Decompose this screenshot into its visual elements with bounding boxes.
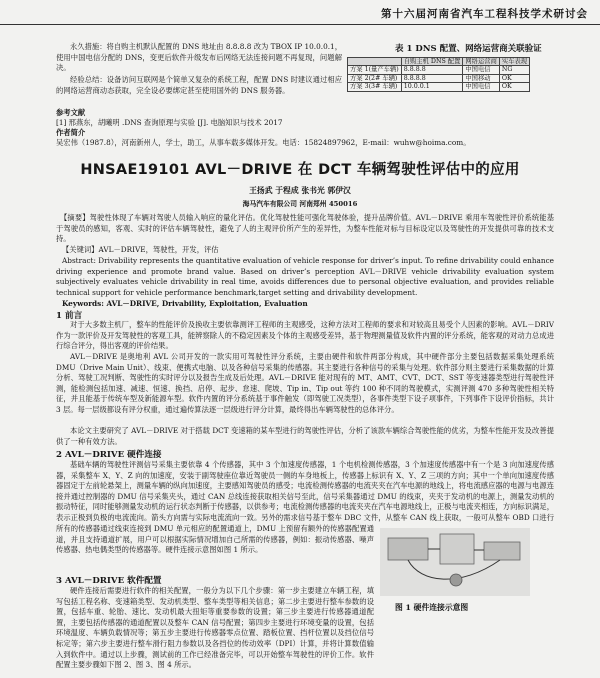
reference-item: [1] 邢燕东，胡曦明 .DNS 查询原理与实验 [J]. 电脑知识与技术 2017 <box>56 118 283 127</box>
hardware-connection-figure <box>380 528 530 596</box>
table-cell: 中国移动 <box>463 74 499 82</box>
table-cell: 方案 2(2# 车辆) <box>348 74 402 82</box>
table-cell: 8.8.8.8 <box>401 66 463 74</box>
section-heading-2: 2 AVL－DRIVE 硬件连接 <box>56 450 162 460</box>
figure-sensor <box>484 542 520 560</box>
table-cell: 方案 3(3# 车辆) <box>348 83 402 91</box>
figure-unit <box>388 538 428 560</box>
section1-paragraph: AVL－DRIVE 是奥地利 AVL 公司开发的一款实用可驾驶性评分系统，主要由硬件和软件两部分构成，其中硬件部分主要包括数据采集处理系统 DMU（Drive Main Unit）、线束、便携式电脑、以及各种信号采集的传感器。其主要进行各种信号的采集与处理。软件部分则主要进行采集数据的计算分析、驾驶工况判断、驾驶性的实时评分以及报告生成及后处理。AVL－DRIVE 能对现有的 MT、AMT、CVT、DCT、SST 等变速器类型进行驾驶性评测，能检测包括加速、减速、恒速、换挡、启停、起步、怠速、爬坡、Tip in、Tip out 等约 100 种不同的驾驶模式，实测评测 470 多种驾驶性相关特征，并且能基于传统车型及新能源车型。软件内置的评分系统基于事件触发（即驾驶工况类型），各事件类型下设子项事件，下列事件下设评价指标，共计 3 层。每一层级都设有评分权重，通过遍传算法逐一层级进行评分计算，最终得出车辆驾驶性的总体评分。 <box>56 352 554 414</box>
author-bio-heading: 作者简介 <box>56 128 86 137</box>
table-header-cell: 自购主机 DNS 配置 <box>401 58 463 66</box>
figure-illustration <box>380 528 530 596</box>
table-cell: OK <box>499 74 529 82</box>
table-title: 表 1 DNS 配置、网络运营商关联验证 <box>395 44 542 54</box>
author-bio: 吴宏伟（1987.8），河南新州人，学士，助工，从事车载多媒体开发。电话：15824897962，E-mail：wuhw@hoima.com。 <box>56 138 471 147</box>
references-heading: 参考文献 <box>56 108 86 117</box>
table-row <box>348 66 530 74</box>
table-header-cell: 实车表现 <box>499 58 529 66</box>
paper-title: HNSAE19101 AVL－DRIVE 在 DCT 车辆驾驶性评估中的应用 <box>80 162 520 178</box>
keywords-cn: 【关键词】AVL－DRIVE，驾驶性，开发，评估 <box>62 245 219 254</box>
table-cell: NG <box>499 66 529 74</box>
section-heading-1: 1 前言 <box>56 311 83 321</box>
table-cell: 中国电信 <box>463 83 499 91</box>
figure-laptop <box>440 534 474 564</box>
journal-header: 第十六届河南省汽车工程科技学术研讨会 <box>381 8 588 20</box>
dns-table <box>347 57 530 92</box>
table-header-cell: 网络运营商 <box>463 58 499 66</box>
table-cell: 中国电信 <box>463 66 499 74</box>
table-cell: 方案 1(量产车辆) <box>348 66 402 74</box>
section-heading-3: 3 AVL－DRIVE 软件配置 <box>56 576 162 586</box>
section3-paragraph: 硬件连接后需要进行软件的相关配置，一般分为以下几个步骤：第一步主要建立车辆工程，填写包括工程名称、变速箱类型、发动机类型、整车类型等相关信息；第二步主要进行整车参数的设置，包括车重、轮胎、速比、发动机最大扭矩等重要参数的设置；第三步主要进行传感器通道配置，主要包括传感器的通道配置以及整车 CAN 信号配置；第四步主要进行环境变量的设置，包括环境温度、车辆负载情况等；第五步主要进行传感器零点位置、踏板位置、挡杆位置以及挡位信号标定等；第六步主要进行整车滑行阻力参数以及各挡位的传动效率（DPI）计算，并将计算数值输入到软件中。通过以上步骤，测试前的工作已经准备完毕，可以开始整车驾驶性的评价工作。软件配置主要步骤如下图 2、图 3、图 4 所示。 <box>56 586 374 670</box>
table-header-cell <box>348 58 402 66</box>
abstract-en: Abstract: Drivability represents the quantitative evaluation of vehicle response for driver’s input. To refine drivability could enhance driving experience and promote brand value. Based on driver’s perception AVL－DRIVE vehicle drivability evaluation system subjectively evaluates vehicle drivability in real time, avoids differences due to personal objective evaluation, and provides reliable technical support for vehicle performance benchmark,target setting and drivability development. <box>56 256 554 297</box>
section1-paragraph: 对于大多数主机厂，整车的性能评价及换收主要依靠测评工程师的主观感受，这种方法对工程师的要求和对较高且易受个人因素的影响。AVL－DRIV 作为一款评价及开发驾驶性的客观工具，能辨察除人的不稳定因素及个体的主观感受差异，基于物理测量值及软件内置的评分系统，能客观的对动力总成进行综合评分，得出客观的评价结果。 <box>56 320 554 351</box>
experience-paragraph: 经验总结：设备访问互联网是个简单又复杂的系统工程，配置 DNS 时建议通过相应的网络运营商动态获取，完全设必要绑定甚至使用国外的 DNS 服务器。 <box>56 75 342 95</box>
paper-affiliation: 海马汽车有限公司 河南郑州 450016 <box>242 200 358 208</box>
measure-paragraph: 永久措施：将自购主机默认配置的 DNS 地址由 8.8.8.8 改为 TBOX IP 10.0.0.1，使用中国电信分配的 DNS，变更后软件升级发布后网络无法连接问题不再复现，问题解决。 <box>56 42 342 73</box>
section2-paragraph: 基础车辆的驾驶性评测信号采集主要依靠 4 个传感器，其中 3 个加速度传感器，1 个电机检测传感器，3 个加速度传感器中有一个是 3 向加速度传感器，采集整车 X、Y、Z 向的加速度，安装于副驾驶座位靠近驾驶员一侧的车身地板上，传感器上标识有 X、Y、Z 三项的方向；其中一个单向加速度传感器固定于左前轮悬架上，测量车辆的纵向加速度，主要感知驾驶员的感受；电流检测传感器的电流夹夹在汽车电源的地线上，将电流感应器的电源与电源连接并通过控制器的 DMU 信号采集夹头，通过 CAN 总线连接获取相关信号至此，信号采集器通过 DMU 的线束，夹夹于发动机的电源上，测量发动机的振动特征，同时能够测量发动机的运行状态判断于传感器，以供参考；电流检测传感器的电流夹夹在汽车电源地线上，正极与电流夹相连，方向标识满足，表示正极到负极的电流流向。箭头方向需与实际电流流向一致。另外的需求信号基于整车 DBC 文件，从整车 CAN 线上获取，一般可从整车 OBD 口进行 <box>56 460 554 522</box>
table-header-row <box>348 58 530 66</box>
keywords-en: Keywords: AVL－DRIVE, Drivability, Exploitation, Evaluation <box>62 299 308 308</box>
paper-authors: 王扬武 于程成 张书光 郭伊汉 <box>249 186 351 195</box>
table-row <box>348 74 530 82</box>
table-cell: OK <box>499 83 529 91</box>
figure-clamp <box>450 574 462 586</box>
section1-paragraph: 本论文主要研究了 AVL－DRIVE 对于搭载 DCT 变速箱的某车型进行的驾驶性评估，分析了该款车辆综合驾驶性能的优劣，为整车性能开发及改善提供了一种有效方法。 <box>56 426 554 446</box>
table-row <box>348 83 530 91</box>
table-cell: 10.0.0.1 <box>401 83 463 91</box>
header-rule <box>0 24 600 25</box>
table-cell: 8.8.8.8 <box>401 74 463 82</box>
section2-paragraph: 所有的传感器通过线束连接到 DMU 单元相应的配置通道上，DMU 上预留有额外的传感器配置通道，并且支持通道扩展，用户可以根据实际情况增加自己所需的传感器，例如：振动传感器、噪声传感器、热电偶类型的传感器等。硬件连接示意图如图 1 所示。 <box>56 524 374 555</box>
figure-caption: 图 1 硬件连接示意图 <box>395 603 469 612</box>
abstract-cn: 【摘要】驾驶性体现了车辆对驾驶人员输入响应的量化评估。优化驾驶性能可强化驾驶体验，提升品牌价值。AVL－DRIVE 乘用车驾驶性评价系统能基于驾驶员的感知，客观、实时的评估车辆驾驶性，避免了人的主观评价所产生的差异性，为整车性能对标与目标设定以及驾驶性的开发提供可靠的技术支持。 <box>56 213 554 244</box>
